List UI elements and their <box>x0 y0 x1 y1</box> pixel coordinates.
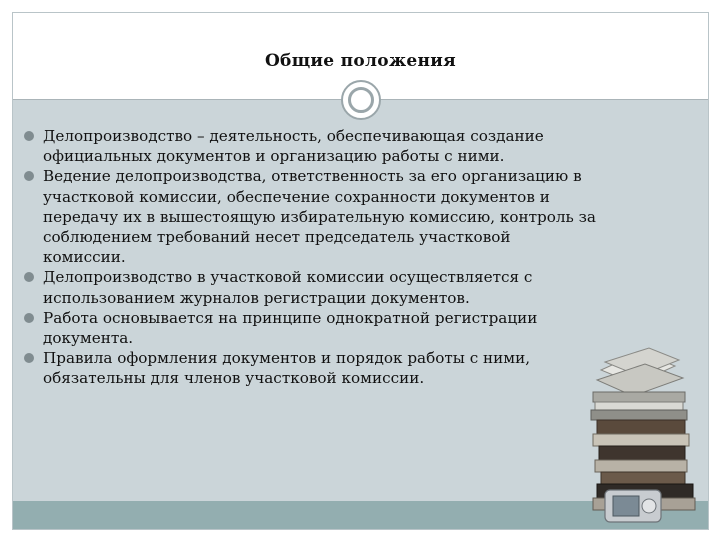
bullet-dot-icon <box>24 171 34 181</box>
bullet-text: Правила оформления документов и порядок работы с ними, обязательны для членов участковой комиссии. <box>43 349 531 388</box>
bullet-item <box>22 267 597 307</box>
bullet-item <box>22 166 597 267</box>
bullet-text: Делопроизводство – деятельность, обеспечивающая создание официальных документов и организацию работы с ними. <box>43 127 544 166</box>
circle-ornament-inner <box>348 87 374 113</box>
bullet-dot-icon <box>24 313 34 323</box>
bullet-item <box>22 348 597 388</box>
books-documents-stack-icon <box>583 340 703 525</box>
slide-title: Общие положения <box>264 51 457 71</box>
bullet-dot-icon <box>24 353 34 363</box>
bullet-text: Ведение делопроизводства, ответственность за его организацию в участковой комиссии, обеспечение сохранности документов и передачу их в вышестоящую избирательную комиссию, контроль за соблюдением требований несет председатель участковой комиссии. <box>43 167 596 267</box>
bullet-list <box>22 126 597 389</box>
circle-ornament-icon <box>341 80 381 120</box>
bullet-dot-icon <box>24 131 34 141</box>
bullet-item <box>22 126 597 166</box>
bullet-dot-icon <box>24 272 34 282</box>
bullet-item <box>22 308 597 348</box>
bullet-text: Делопроизводство в участковой комиссии осуществляется с использованием журналов регистрации документов. <box>43 268 533 307</box>
bullet-text: Работа основывается на принципе однократной регистрации документа. <box>43 308 538 348</box>
